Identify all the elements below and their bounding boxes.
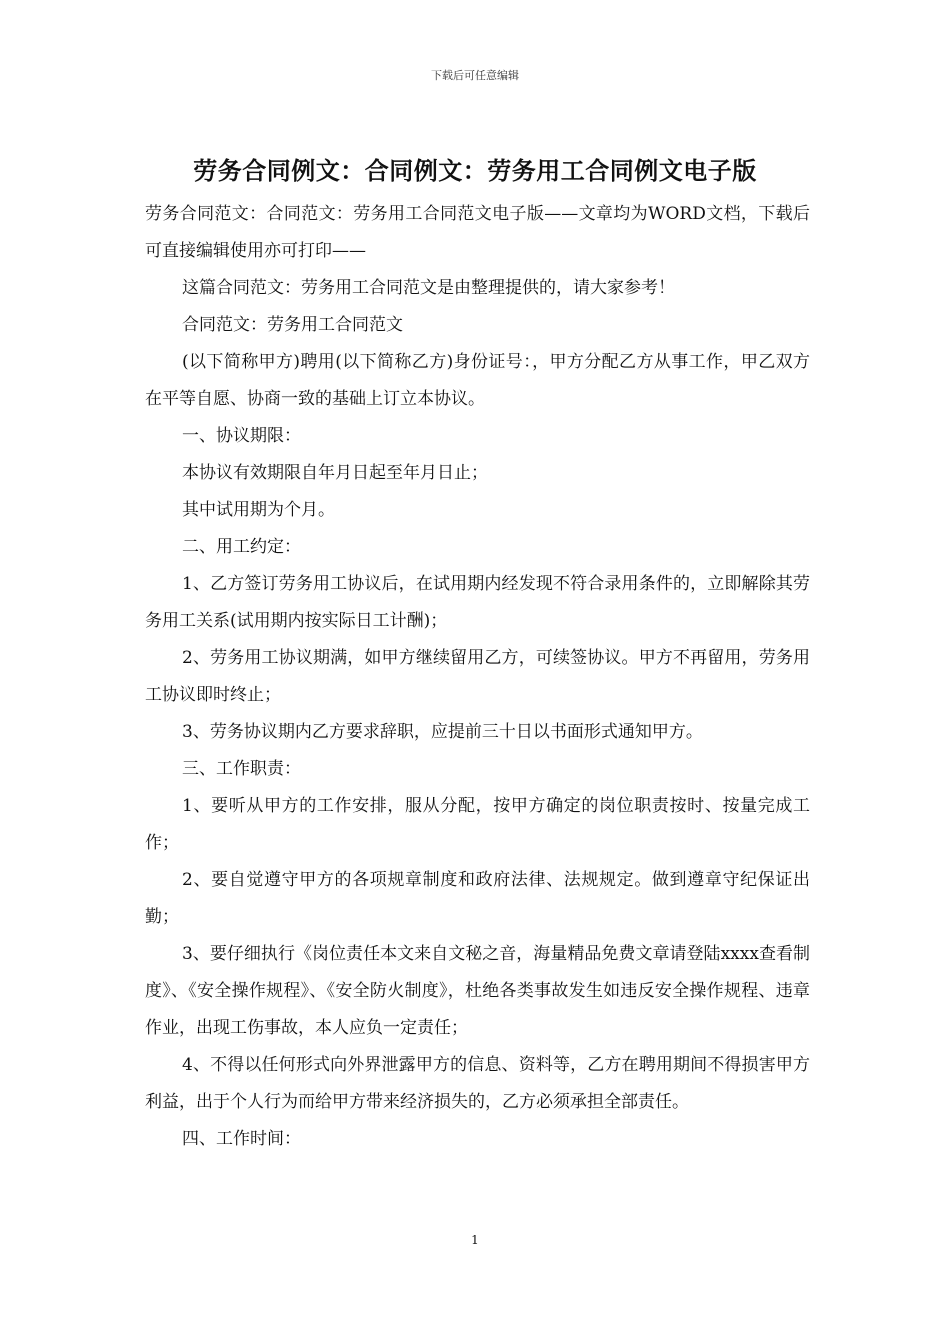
list-item: 3、劳务协议期内乙方要求辞职，应提前三十日以书面形式通知甲方。 [182, 722, 703, 742]
list-item: 3、要仔细执行《岗位责任本文来自文秘之音，海量精品免费文章请登陆xxxx查看制度》、《安全操作规程》、《安全防火制度》，杜绝各类事故发生如违反安全操作规程、违章作业，出现工伤事故，本人应负一定责任； [145, 944, 810, 1038]
document-body [145, 196, 810, 1158]
list-item: 2、劳务用工协议期满，如甲方继续留用乙方，可续签协议。甲方不再留用，劳务用工协议即时终止； [145, 648, 810, 705]
list-item: 2、要自觉遵守甲方的各项规章制度和政府法律、法规规定。做到遵章守纪保证出勤； [145, 870, 810, 927]
paragraph: 合同范文：劳务用工合同范文 [182, 315, 403, 335]
paragraph: 劳务合同范文：合同范文：劳务用工合同范文电子版——文章均为WORD文档，下载后可直接编辑使用亦可打印—— [145, 204, 810, 261]
paragraph: (以下简称甲方)聘用(以下简称乙方)身份证号：，甲方分配乙方从事工作，甲乙双方在平等自愿、协商一致的基础上订立本协议。 [145, 352, 810, 409]
section-heading: 二、用工约定： [182, 537, 301, 557]
list-item: 4、不得以任何形式向外界泄露甲方的信息、资料等，乙方在聘用期间不得损害甲方利益，出于个人行为而给甲方带来经济损失的，乙方必须承担全部责任。 [145, 1055, 810, 1112]
section-heading: 三、工作职责： [182, 759, 301, 779]
page-header-note: 下载后可任意编辑 [431, 69, 519, 82]
document-title: 劳务合同例文：合同例文：劳务用工合同例文电子版 [193, 157, 757, 185]
page-number: 1 [471, 1233, 479, 1247]
paragraph: 这篇合同范文：劳务用工合同范文是由整理提供的，请大家参考！ [182, 278, 675, 298]
list-item: 1、要听从甲方的工作安排，服从分配，按甲方确定的岗位职责按时、按量完成工作； [145, 796, 810, 853]
section-heading: 一、协议期限： [182, 426, 301, 446]
paragraph: 其中试用期为个月。 [182, 500, 335, 520]
paragraph: 本协议有效期限自年月日起至年月日止； [182, 463, 488, 483]
section-heading: 四、工作时间： [182, 1129, 301, 1149]
list-item: 1、乙方签订劳务用工协议后，在试用期内经发现不符合录用条件的，立即解除其劳务用工关系(试用期内按实际日工计酬)； [145, 574, 810, 631]
